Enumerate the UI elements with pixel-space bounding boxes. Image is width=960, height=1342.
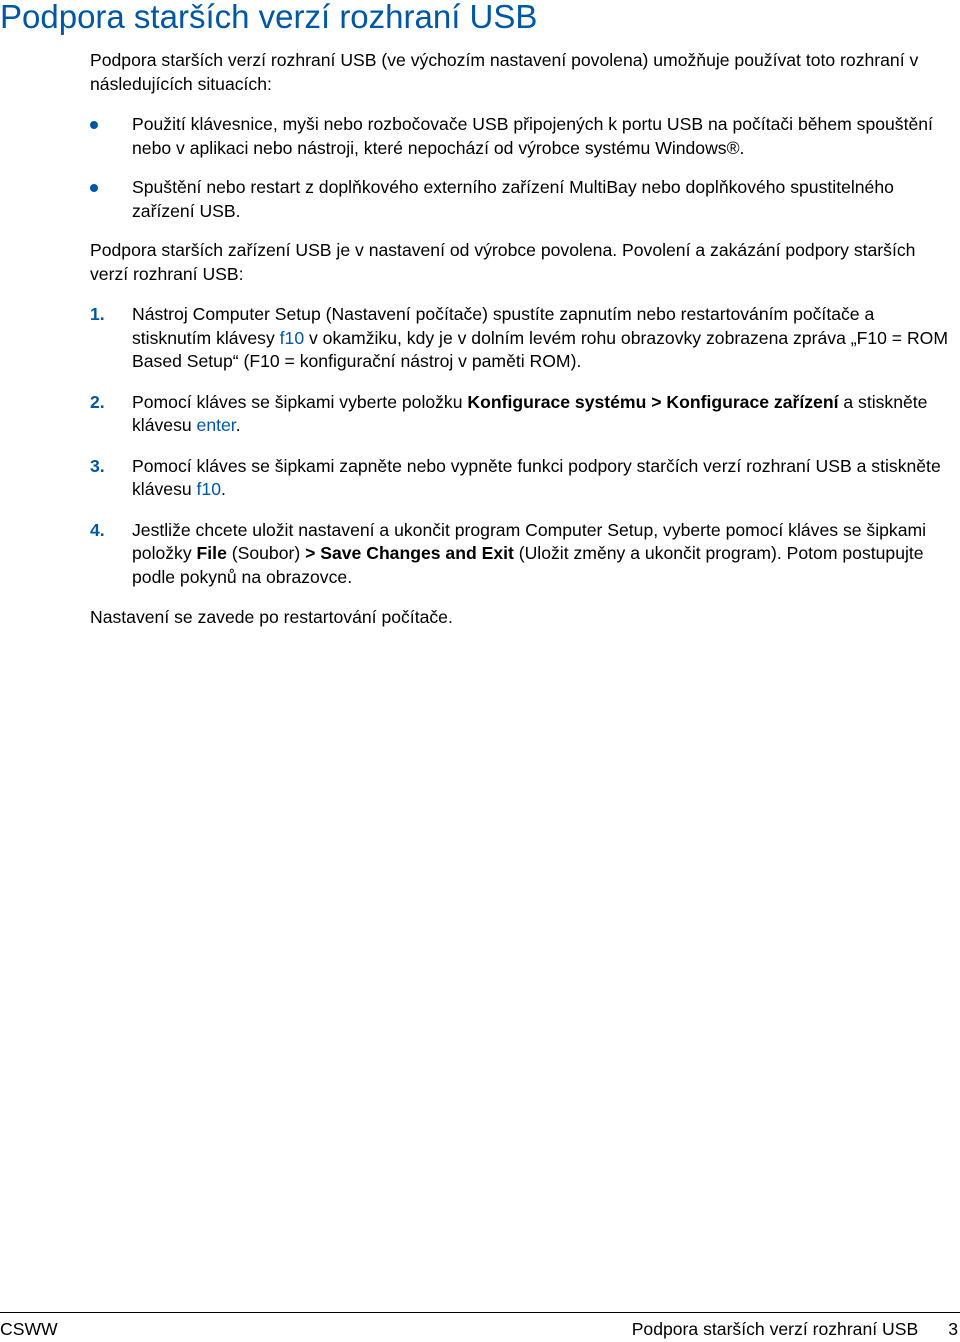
list-item-text: Použití klávesnice, myši nebo rozbočovače USB připojených k portu USB na počítači během spouštění nebo v aplikaci nebo nástroji, které nepochází od výrobce systému Windows®. [132, 114, 933, 158]
intro-paragraph: Podpora starších verzí rozhraní USB (ve výchozím nastavení povolena) umožňuje používat toto rozhraní v následujících situacích: [90, 50, 919, 94]
step-number: 3. [90, 455, 105, 476]
step-text: v okamžiku, kdy je v dolním levém rohu obrazovky zobrazena zpráva „F10 = ROM Based Setup“ (F10 = konfigurační nástroj v paměti ROM). [132, 327, 949, 371]
steps-list [90, 303, 956, 589]
menu-name: Konfigurace systému [467, 391, 647, 412]
step-text: . [221, 479, 226, 499]
list-item [90, 113, 956, 160]
footer-doc-code: CSWW [0, 1319, 58, 1339]
step-number: 2. [90, 391, 105, 412]
list-item [90, 176, 956, 223]
step-number: 1. [90, 304, 105, 324]
step-item [90, 303, 956, 374]
footer-right [632, 1318, 958, 1340]
step-text: a stiskněte klávesu [132, 391, 928, 435]
menu-name: Konfigurace zařízení [666, 391, 839, 412]
key-name: enter [196, 415, 236, 435]
step-text: (Uložit změny a ukončit program). Potom postupujte podle pokynů na obrazovce. [132, 543, 924, 587]
situation-list [90, 113, 956, 223]
default-setting-paragraph: Podpora starších zařízení USB je v nastavení od výrobce povolena. Povolení a zakázání podpory starších verzí rozhraní USB: [90, 240, 916, 284]
step-text: Pomocí kláves se šipkami vyberte položku [132, 391, 468, 412]
menu-separator: > [646, 391, 667, 412]
list-item-text: Spuštění nebo restart z doplňkového externího zařízení MultiBay nebo doplňkového spustitelného zařízení USB. [132, 177, 894, 221]
page-title: Podpora starších verzí rozhraní USB [0, 0, 538, 35]
step-text: Jestliže chcete uložit nastavení a ukončit program Computer Setup, vyberte pomocí kláves se šipkami položky [132, 519, 927, 563]
step-text: Pomocí kláves se šipkami zapněte nebo vypněte funkci podpory starčích verzí rozhraní USB a stiskněte klávesu [132, 455, 941, 499]
menu-name: File [196, 543, 227, 563]
page-number: 3 [948, 1319, 958, 1339]
menu-name: > Save Changes and Exit [305, 543, 514, 563]
bullet-icon [90, 121, 98, 129]
step-item [90, 519, 956, 590]
bullet-icon [90, 184, 98, 192]
footer-divider [0, 1312, 960, 1313]
step-text: (Soubor) [226, 543, 306, 563]
key-name: f10 [279, 327, 305, 348]
step-item [90, 391, 956, 438]
step-number: 4. [90, 519, 105, 540]
step-text: Nástroj Computer Setup (Nastavení počítače) spustíte zapnutím nebo restartováním počítače a stisknutím klávesy [132, 304, 875, 348]
step-item [90, 455, 956, 502]
step-text: . [235, 415, 241, 435]
closing-paragraph: Nastavení se zavede po restartování počítače. [90, 607, 453, 627]
main-content [90, 49, 956, 630]
key-name: f10 [196, 479, 222, 499]
footer-section-title: Podpora starších verzí rozhraní USB [631, 1319, 919, 1339]
